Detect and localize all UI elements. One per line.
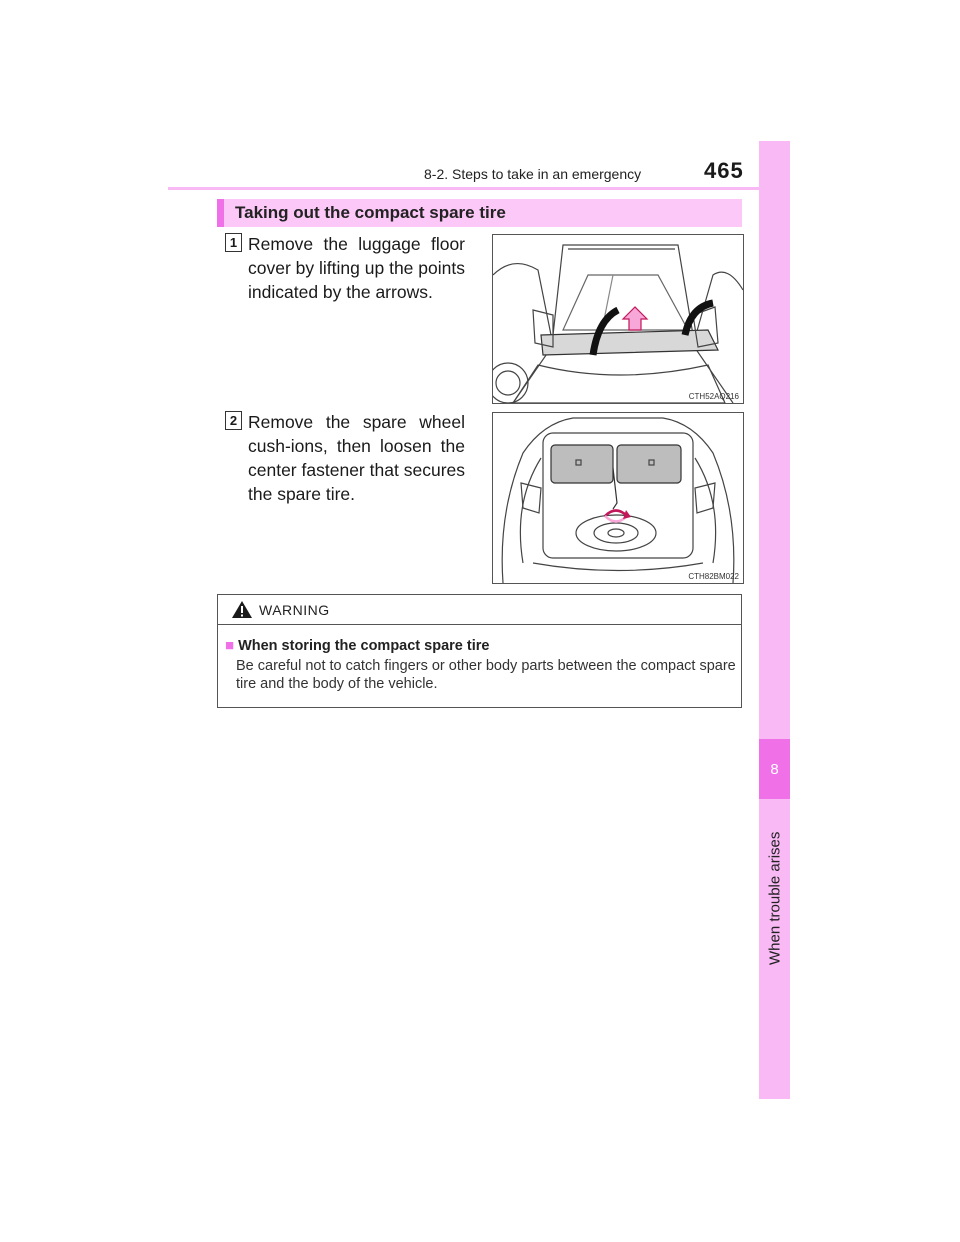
step-text-2: Remove the spare wheel cush-ions, then loosen the center fastener that secures the spare tire. xyxy=(248,412,465,504)
warning-triangle-icon xyxy=(231,600,253,619)
page-number: 465 xyxy=(704,158,744,183)
bullet-square-icon: ■ xyxy=(225,637,235,654)
section-title-bar xyxy=(217,199,742,227)
hatchback-open-illustration xyxy=(493,235,743,403)
warning-body: Be careful not to catch fingers or other body parts between the compact spare tire and the body of the vehicle. xyxy=(236,658,736,692)
step-number-1: 1 xyxy=(225,233,242,252)
figure-code-2: CTH82BM022 xyxy=(688,572,739,581)
section-title: Taking out the compact spare tire xyxy=(235,203,506,222)
warning-subheading: When storing the compact spare tire xyxy=(238,638,490,654)
chapter-title: When trouble arises xyxy=(766,831,784,965)
figure-luggage-floor-cover xyxy=(492,234,744,404)
spare-tire-compartment-illustration xyxy=(493,413,743,583)
header-divider xyxy=(168,187,790,190)
step-text-1: Remove the luggage floor cover by lifting up the points indicated by the arrows. xyxy=(248,234,465,302)
side-tab xyxy=(759,141,790,1099)
figure-code-1: CTH52AQ216 xyxy=(688,392,739,401)
section-label: 8-2. Steps to take in an emergency xyxy=(424,166,642,182)
warning-box xyxy=(217,594,742,708)
figure-spare-wheel-cushions xyxy=(492,412,744,584)
chapter-number: 8 xyxy=(759,739,790,799)
warning-header xyxy=(218,595,741,625)
warning-subheading-row xyxy=(225,637,489,654)
step-number-2: 2 xyxy=(225,411,242,430)
warning-title: WARNING xyxy=(259,602,330,618)
